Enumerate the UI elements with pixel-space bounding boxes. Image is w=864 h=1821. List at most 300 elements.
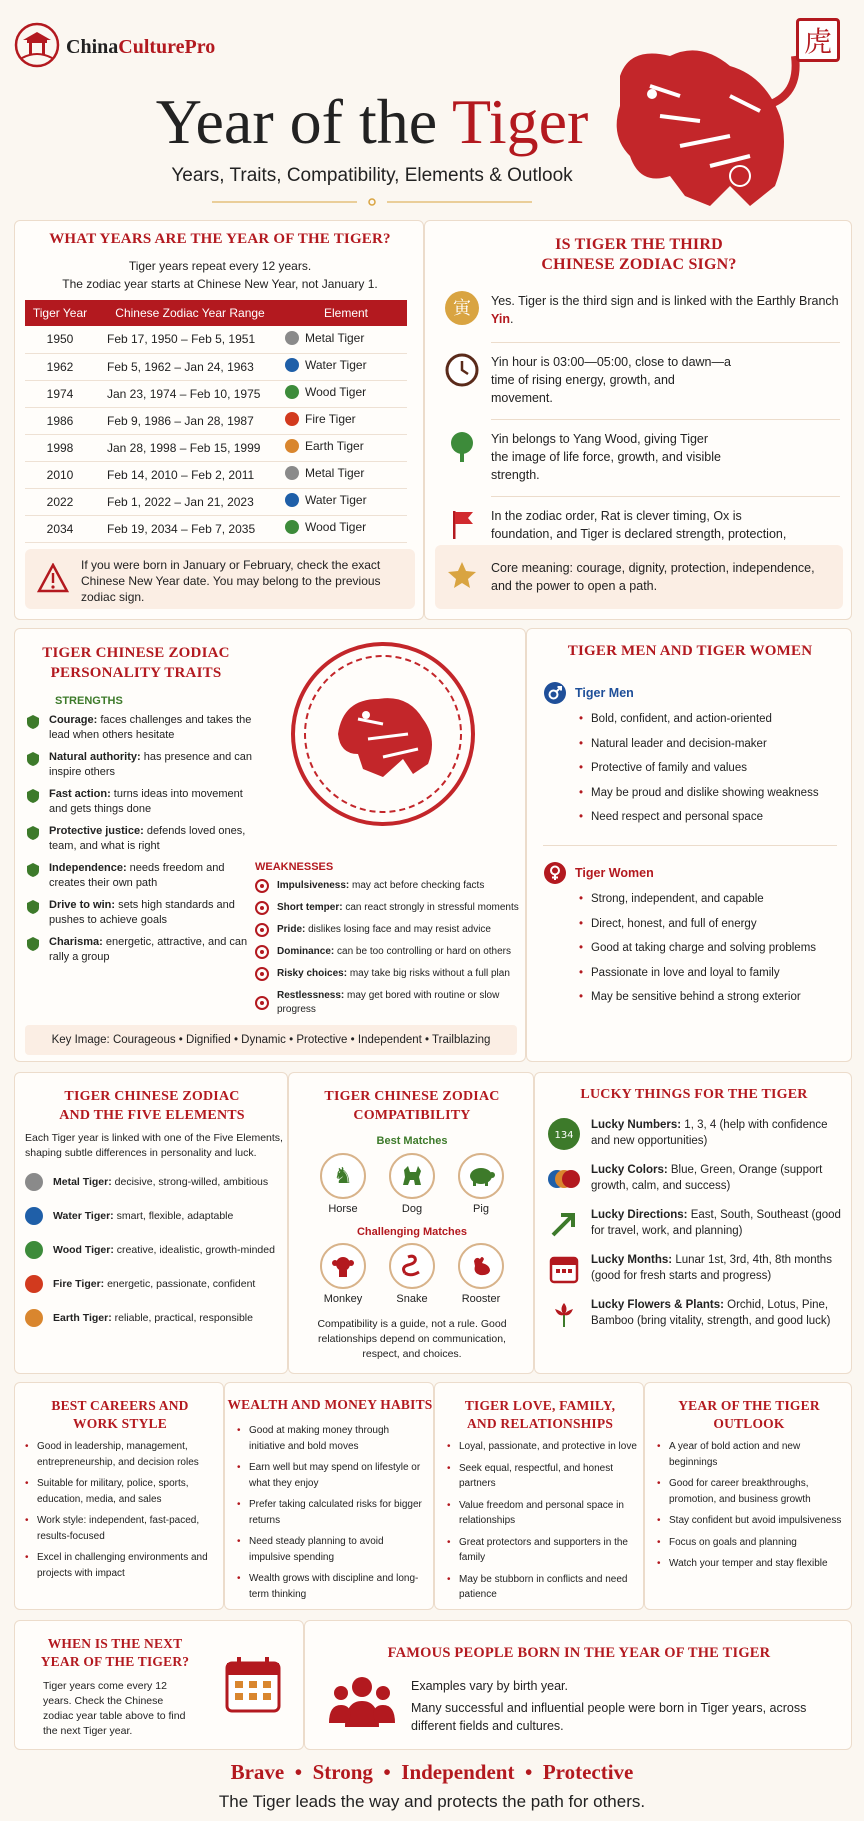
strength-desc: needs freedom and creates their own path — [49, 862, 225, 889]
brand-logo[interactable] — [14, 18, 234, 74]
years-intro-1: Tiger years repeat every 12 years. — [128, 259, 312, 273]
element-icon — [285, 520, 299, 534]
weakness-icon — [255, 923, 269, 937]
tiger-women-label: Tiger Women — [575, 866, 654, 880]
famous-line-2: Many successful and influential people were born in Tiger years, across different fields and cultures. — [411, 1701, 807, 1733]
element-icon — [25, 1275, 43, 1293]
lucky-heading: LUCKY THINGS FOR THE TIGER — [580, 1087, 808, 1102]
list-item: • Need respect and personal space — [579, 805, 839, 830]
compatibility-heading-line-2: COMPATIBILITY — [353, 1108, 471, 1123]
weaknesses-label: WEAKNESSES — [255, 861, 334, 873]
fact-yin-hour — [445, 353, 840, 407]
list-item: • Prefer taking calculated risks for bigger returns — [237, 1497, 427, 1528]
year-cell: 2010 — [25, 461, 95, 488]
core-meaning-text: Core meaning: courage, dignity, protection, independence, and the power to open a path. — [491, 561, 815, 593]
element-icon — [285, 493, 299, 507]
love-heading-line-1: TIGER LOVE, FAMILY, — [464, 1398, 616, 1413]
element-key: Metal Tiger: — [53, 1176, 112, 1188]
brand-name-culturepro: CulturePro — [118, 36, 216, 58]
lucky-item — [547, 1117, 847, 1151]
year-row — [25, 326, 407, 353]
personality-heading-line-1: TIGER CHINESE ZODIAC — [42, 645, 230, 661]
year-cell: 2022 — [25, 488, 95, 515]
weakness-desc: may act before checking facts — [349, 880, 485, 891]
tiger-seal — [796, 18, 840, 62]
strength-icon — [25, 788, 41, 804]
fact4-text: In the zodiac order, Rat is clever timing, Ox is foundation, and Tiger is declared strength, protection, — [491, 509, 787, 541]
weakness-item — [255, 967, 523, 981]
weakness-desc: may take big risks without a full plan — [347, 968, 510, 979]
star-icon — [447, 560, 477, 590]
element-key: Wood Tiger: — [53, 1244, 114, 1256]
col-year-range: Chinese Zodiac Year Range — [95, 300, 285, 326]
famous-heading: FAMOUS PEOPLE BORN IN THE YEAR OF THE TIGER — [387, 1645, 771, 1661]
flag-icon — [445, 507, 479, 541]
strength-item — [25, 898, 261, 928]
list-item: • Great protectors and supporters in the family — [447, 1535, 637, 1566]
fact1-yin: Yin — [491, 312, 510, 326]
year-row — [25, 461, 407, 488]
strength-desc: has presence and can inspire others — [49, 751, 252, 778]
rooster-icon — [458, 1243, 504, 1289]
range-cell: Jan 28, 1998 – Feb 15, 1999 — [95, 434, 285, 461]
match-horse-label: Horse — [328, 1203, 358, 1215]
weakness-icon — [255, 945, 269, 959]
weakness-icon — [255, 996, 269, 1010]
tree-icon — [445, 430, 479, 464]
year-row — [25, 353, 407, 380]
strength-desc: energetic, attractive, and can rally a group — [49, 936, 248, 963]
five-elements-card — [14, 1072, 288, 1374]
element-icon — [25, 1207, 43, 1225]
element-label: Fire Tiger — [305, 412, 356, 426]
list-item: • Value freedom and personal space in relationships — [447, 1498, 637, 1529]
weakness-item — [255, 879, 523, 893]
list-item: • Watch your temper and stay flexible — [657, 1556, 845, 1572]
strengths-label: STRENGTHS — [55, 695, 123, 707]
title-part-1: Year of the — [155, 86, 452, 157]
flower-icon — [547, 1297, 581, 1331]
weakness-icon — [255, 879, 269, 893]
list-item: • Good at taking charge and solving problems — [579, 936, 849, 961]
clock-icon — [445, 353, 479, 387]
list-item: • Wealth grows with discipline and long-term thinking — [237, 1571, 427, 1602]
footer-values — [0, 1760, 864, 1785]
list-item: • Suitable for military, police, sports, education, media, and sales — [25, 1476, 219, 1507]
element-cell — [285, 434, 407, 461]
element-icon — [285, 412, 299, 426]
footer-separator: • — [284, 1760, 313, 1784]
list-item: • Need steady planning to avoid impulsive spending — [237, 1534, 427, 1565]
element-item — [25, 1173, 283, 1191]
list-item: • Good in leadership, management, entrepreneurship, and decision roles — [25, 1439, 219, 1470]
lucky-things-card — [534, 1072, 852, 1374]
element-label: Water Tiger — [305, 358, 367, 372]
element-label: Wood Tiger — [305, 520, 367, 534]
calendar-icon — [223, 1655, 283, 1715]
match-pig — [451, 1153, 511, 1215]
lucky-list — [547, 1117, 847, 1342]
footer-tagline: The Tiger leads the way and protects the path for others. — [218, 1792, 646, 1811]
match-horse — [313, 1153, 373, 1215]
tiger-men-label: Tiger Men — [575, 686, 634, 700]
list-item: • Protective of family and values — [579, 756, 839, 781]
compatibility-heading-line-1: TIGER CHINESE ZODIAC — [324, 1089, 500, 1104]
range-cell: Feb 17, 1950 – Feb 5, 1951 — [95, 326, 285, 353]
strength-item — [25, 935, 261, 965]
wealth-heading: WEALTH AND MONEY HABITS — [227, 1397, 433, 1412]
next-tiger-year-card — [14, 1620, 304, 1750]
element-icon — [285, 358, 299, 372]
colors-icon — [547, 1162, 581, 1196]
calendar-icon — [547, 1252, 581, 1286]
element-item — [25, 1275, 283, 1293]
key-image-strip: Key Image: Courageous • Dignified • Dynamic • Protective • Independent • Trailblazing — [25, 1025, 517, 1055]
element-item — [25, 1207, 283, 1225]
year-cell: 1974 — [25, 380, 95, 407]
title-divider — [212, 198, 532, 206]
elements-heading — [15, 1087, 289, 1125]
fact1-text: Yes. Tiger is the third sign and is linked with the Earthly Branch — [491, 294, 839, 308]
footer-word: Protective — [542, 1760, 634, 1784]
weakness-key: Restlessness: — [277, 990, 345, 1001]
element-label: Metal Tiger — [305, 330, 365, 345]
year-cell: 1962 — [25, 353, 95, 380]
next-year-heading — [15, 1635, 215, 1671]
col-element: Element — [285, 300, 407, 326]
weakness-item — [255, 901, 523, 915]
lucky-key: Lucky Flowers & Plants: — [591, 1299, 724, 1311]
year-cell: 1986 — [25, 407, 95, 434]
strength-icon — [25, 936, 41, 952]
element-icon — [25, 1173, 43, 1191]
strength-item — [25, 787, 261, 817]
year-row — [25, 515, 407, 542]
weakness-desc: dislikes losing face and may resist advice — [305, 924, 491, 935]
weakness-icon — [255, 967, 269, 981]
fact-earthly-branch — [445, 291, 840, 328]
weakness-key: Impulsiveness: — [277, 880, 350, 891]
lucky-item — [547, 1207, 847, 1241]
element-key: Earth Tiger: — [53, 1312, 112, 1324]
men-women-card — [526, 628, 852, 1062]
core-meaning-box — [435, 545, 843, 609]
strength-desc: sets high standards and pushes to achieve goals — [49, 899, 235, 926]
female-icon — [543, 861, 567, 885]
match-snake — [382, 1243, 442, 1305]
strength-icon — [25, 825, 41, 841]
element-cell — [285, 380, 407, 407]
third-heading-line-1: IS TIGER THE THIRD — [555, 236, 723, 253]
strength-desc: faces challenges and takes the lead when others hesitate — [49, 714, 252, 741]
element-key: Water Tiger: — [53, 1210, 114, 1222]
weakness-desc: can react strongly in stressful moments — [342, 902, 519, 913]
list-item: • May be proud and dislike showing weakness — [579, 781, 839, 806]
element-cell — [285, 407, 407, 434]
year-row — [25, 434, 407, 461]
strength-desc: turns ideas into movement and gets things done — [49, 788, 243, 815]
col-tiger-year: Tiger Year — [25, 300, 95, 326]
strengths-list — [25, 713, 261, 972]
outlook-heading-line-2: OUTLOOK — [713, 1416, 785, 1431]
element-icon — [25, 1309, 43, 1327]
outlook-list — [657, 1439, 845, 1578]
element-item — [25, 1309, 283, 1327]
list-item: • Stay confident but avoid impulsiveness — [657, 1513, 845, 1529]
year-cell: 1950 — [25, 326, 95, 353]
page-subtitle: Years, Traits, Compatibility, Elements & Outlook — [171, 165, 573, 186]
element-icon — [25, 1241, 43, 1259]
numbers-icon — [547, 1117, 581, 1151]
elements-list — [25, 1173, 283, 1343]
strength-icon — [25, 751, 41, 767]
lucky-item — [547, 1297, 847, 1331]
lucky-desc: Lunar 1st, 3rd, 4th, 8th months (good for fresh starts and progress) — [591, 1254, 832, 1282]
personality-card — [14, 628, 526, 1062]
seal-character: 虎 — [803, 25, 832, 58]
list-item: • Earn well but may spend on lifestyle or what they enjoy — [237, 1460, 427, 1491]
element-icon — [285, 331, 299, 345]
careers-heading — [15, 1397, 225, 1433]
elements-intro: Each Tiger year is linked with one of the Five Elements, shaping subtle differences in personality and luck. — [25, 1132, 283, 1159]
list-item: • Work style: independent, fast-paced, results-focused — [25, 1513, 219, 1544]
weakness-key: Dominance: — [277, 946, 335, 957]
challenging-matches-label: Challenging Matches — [356, 1226, 468, 1238]
outlook-heading-line-1: YEAR OF THE TIGER — [678, 1398, 820, 1413]
lucky-desc: East, South, Southeast (good for travel, work, and planning) — [591, 1209, 841, 1237]
outlook-card — [644, 1382, 852, 1610]
wealth-card — [224, 1382, 434, 1610]
famous-people-card — [304, 1620, 852, 1750]
title-part-2: Tiger — [451, 86, 589, 157]
careers-card — [14, 1382, 224, 1610]
elements-heading-line-2: AND THE FIVE ELEMENTS — [59, 1108, 245, 1123]
list-item: • Bold, confident, and action-oriented — [579, 707, 839, 732]
element-label: Earth Tiger — [305, 439, 364, 453]
strength-icon — [25, 899, 41, 915]
fact1-end: . — [509, 312, 514, 326]
compatibility-note: Compatibility is a guide, not a rule. Good relationships depend on communication, respect, and choices. — [317, 1318, 507, 1360]
weakness-desc: can be too controlling or hard on others — [334, 946, 512, 957]
element-cell — [285, 488, 407, 515]
birth-date-warning — [25, 549, 415, 609]
list-item: • Passionate in love and loyal to family — [579, 961, 849, 986]
tiger-women-label-row — [543, 861, 654, 885]
svg-text:134: 134 — [554, 1130, 574, 1141]
element-icon — [285, 439, 299, 453]
personality-heading — [15, 643, 257, 683]
outlook-heading — [645, 1397, 853, 1433]
element-icon — [285, 385, 299, 399]
footer-word: Independent — [401, 1760, 515, 1784]
years-table — [25, 300, 407, 543]
direction-arrow-icon — [547, 1207, 581, 1241]
match-rooster-label: Rooster — [461, 1293, 501, 1305]
list-item: • A year of bold action and new beginnings — [657, 1439, 845, 1470]
tiger-women-list — [579, 887, 849, 1010]
brand-name-china: China — [66, 36, 119, 58]
lucky-key: Lucky Colors: — [591, 1164, 668, 1176]
male-icon — [543, 681, 567, 705]
element-label: Wood Tiger — [305, 385, 367, 399]
lucky-key: Lucky Numbers: — [591, 1119, 682, 1131]
footer-separator: • — [514, 1760, 543, 1784]
compatibility-heading — [289, 1087, 535, 1125]
next-heading-line-2: YEAR OF THE TIGER? — [40, 1654, 190, 1669]
fact2-text: Yin hour is 03:00—05:00, close to dawn—a time of rising energy, growth, and movement. — [491, 355, 731, 405]
strength-key: Charisma: — [49, 936, 103, 948]
year-row — [25, 380, 407, 407]
weakness-key: Short temper: — [277, 902, 343, 913]
weakness-desc: may get bored with routine or slow progress — [277, 990, 500, 1015]
tiger-medallion-illustration — [288, 639, 478, 829]
strength-key: Natural authority: — [49, 751, 141, 763]
element-desc: energetic, passionate, confident — [104, 1278, 256, 1290]
element-desc: creative, idealistic, growth-minded — [113, 1244, 275, 1256]
strength-key: Drive to win: — [49, 899, 116, 911]
best-matches-label: Best Matches — [376, 1135, 448, 1147]
fact3-text: Yin belongs to Yang Wood, giving Tiger the image of life force, growth, and visible strength. — [491, 432, 721, 482]
element-label: Water Tiger — [305, 493, 367, 507]
match-monkey-label: Monkey — [323, 1293, 363, 1305]
yin-glyph-icon — [445, 291, 479, 325]
lucky-desc: Blue, Green, Orange (support growth, calm, and success) — [591, 1164, 823, 1192]
warning-text: If you were born in January or February, check the exact Chinese New Year date. You may belong to the previous zodiac sign. — [81, 558, 381, 604]
lucky-desc: 1, 3, 4 (help with confidence and new opportunities) — [591, 1119, 828, 1147]
range-cell: Feb 5, 1962 – Jan 24, 1963 — [95, 353, 285, 380]
strength-item — [25, 824, 261, 854]
strength-key: Protective justice: — [49, 825, 144, 837]
element-desc: smart, flexible, adaptable — [113, 1210, 234, 1222]
horse-icon: ♞ — [320, 1153, 366, 1199]
list-item: • May be stubborn in conflicts and need patience — [447, 1572, 637, 1603]
list-item: • Seek equal, respectful, and honest partners — [447, 1461, 637, 1492]
match-rooster — [451, 1243, 511, 1305]
dog-icon — [389, 1153, 435, 1199]
compatibility-card — [288, 1072, 534, 1374]
love-heading-line-2: AND RELATIONSHIPS — [466, 1416, 614, 1431]
footer-separator: • — [372, 1760, 402, 1784]
pagoda-logo-icon — [14, 22, 60, 68]
element-desc: decisive, strong-willed, ambitious — [111, 1176, 269, 1188]
footer-word: Strong — [312, 1760, 373, 1784]
strength-key: Fast action: — [49, 788, 111, 800]
strength-desc: defends loved ones, team, and what is right — [49, 825, 246, 852]
monkey-icon — [320, 1243, 366, 1289]
wealth-list — [237, 1423, 427, 1608]
people-group-icon — [327, 1673, 397, 1729]
love-card — [434, 1382, 644, 1610]
strength-item — [25, 861, 261, 891]
list-item: • Good for career breakthroughs, promotion, and business growth — [657, 1476, 845, 1507]
love-heading — [435, 1397, 645, 1433]
strength-key: Independence: — [49, 862, 127, 874]
next-heading-line-1: WHEN IS THE NEXT — [47, 1636, 183, 1651]
list-item: • Natural leader and decision-maker — [579, 732, 839, 757]
year-row — [25, 488, 407, 515]
strength-key: Courage: — [49, 714, 98, 726]
element-cell — [285, 461, 407, 488]
strength-icon — [25, 714, 41, 730]
weaknesses-list — [255, 879, 523, 1025]
third-heading-line-2: CHINESE ZODIAC SIGN? — [541, 256, 737, 273]
third-sign-heading — [425, 235, 853, 275]
range-cell: Feb 1, 2022 – Jan 21, 2023 — [95, 488, 285, 515]
lucky-item — [547, 1252, 847, 1286]
years-intro-2: The zodiac year starts at Chinese New Year, not January 1. — [62, 277, 378, 291]
list-item: • Good at making money through initiative and bold moves — [237, 1423, 427, 1454]
weakness-key: Pride: — [277, 924, 306, 935]
element-key: Fire Tiger: — [53, 1278, 105, 1290]
element-label: Metal Tiger — [305, 466, 365, 480]
match-snake-label: Snake — [396, 1293, 428, 1305]
element-cell — [285, 353, 407, 380]
range-cell: Feb 14, 2010 – Feb 2, 2011 — [95, 461, 285, 488]
yin-glyph: 寅 — [453, 298, 471, 318]
year-cell: 1998 — [25, 434, 95, 461]
elements-heading-line-1: TIGER CHINESE ZODIAC — [64, 1089, 240, 1104]
strength-item — [25, 750, 261, 780]
warning-icon — [37, 563, 69, 593]
weakness-item — [255, 989, 523, 1017]
range-cell: Feb 9, 1986 – Jan 28, 1987 — [95, 407, 285, 434]
range-cell: Jan 23, 1974 – Feb 10, 1975 — [95, 380, 285, 407]
tiger-papercut-illustration — [590, 36, 810, 216]
years-heading: WHAT YEARS ARE THE YEAR OF THE TIGER? — [49, 231, 391, 247]
range-cell: Feb 19, 2034 – Feb 7, 2035 — [95, 515, 285, 542]
lucky-key: Lucky Months: — [591, 1254, 673, 1266]
element-item — [25, 1241, 283, 1259]
element-icon — [285, 466, 299, 480]
year-cell: 2034 — [25, 515, 95, 542]
list-item: • Strong, independent, and capable — [579, 887, 849, 912]
match-dog — [382, 1153, 442, 1215]
weakness-item — [255, 923, 523, 937]
weakness-key: Risky choices: — [277, 968, 348, 979]
weakness-icon — [255, 901, 269, 915]
lucky-desc: Orchid, Lotus, Pine, Bamboo (bring vitality, strength, and good luck) — [591, 1299, 831, 1327]
element-desc: reliable, practical, responsible — [111, 1312, 253, 1324]
next-year-text: Tiger years come every 12 years. Check the Chinese zodiac year table above to find the next Tiger year. — [43, 1680, 186, 1737]
love-list — [447, 1439, 637, 1609]
third-sign-card — [424, 220, 852, 620]
lucky-item — [547, 1162, 847, 1196]
lucky-key: Lucky Directions: — [591, 1209, 688, 1221]
tiger-men-list — [579, 707, 839, 830]
snake-icon — [389, 1243, 435, 1289]
year-row — [25, 407, 407, 434]
footer-word: Brave — [230, 1760, 285, 1784]
list-item: • Loyal, passionate, and protective in love — [447, 1439, 637, 1455]
famous-line-1: Examples vary by birth year. — [411, 1679, 569, 1693]
list-item: • Focus on goals and planning — [657, 1535, 845, 1551]
list-item: • Excel in challenging environments and projects with impact — [25, 1550, 219, 1581]
match-dog-label: Dog — [401, 1203, 423, 1215]
element-cell — [285, 326, 407, 353]
pig-icon — [458, 1153, 504, 1199]
list-item: • Direct, honest, and full of energy — [579, 912, 849, 937]
tiger-years-card — [14, 220, 424, 620]
list-item: • May be sensitive behind a strong exterior — [579, 985, 849, 1010]
men-women-heading: TIGER MEN AND TIGER WOMEN — [567, 643, 813, 659]
careers-list — [25, 1439, 219, 1587]
careers-heading-line-2: WORK STYLE — [73, 1416, 167, 1431]
match-pig-label: Pig — [473, 1203, 489, 1215]
weakness-item — [255, 945, 523, 959]
match-monkey — [313, 1243, 373, 1305]
personality-heading-line-2: PERSONALITY TRAITS — [50, 665, 222, 681]
fact-yang-wood — [445, 430, 840, 484]
